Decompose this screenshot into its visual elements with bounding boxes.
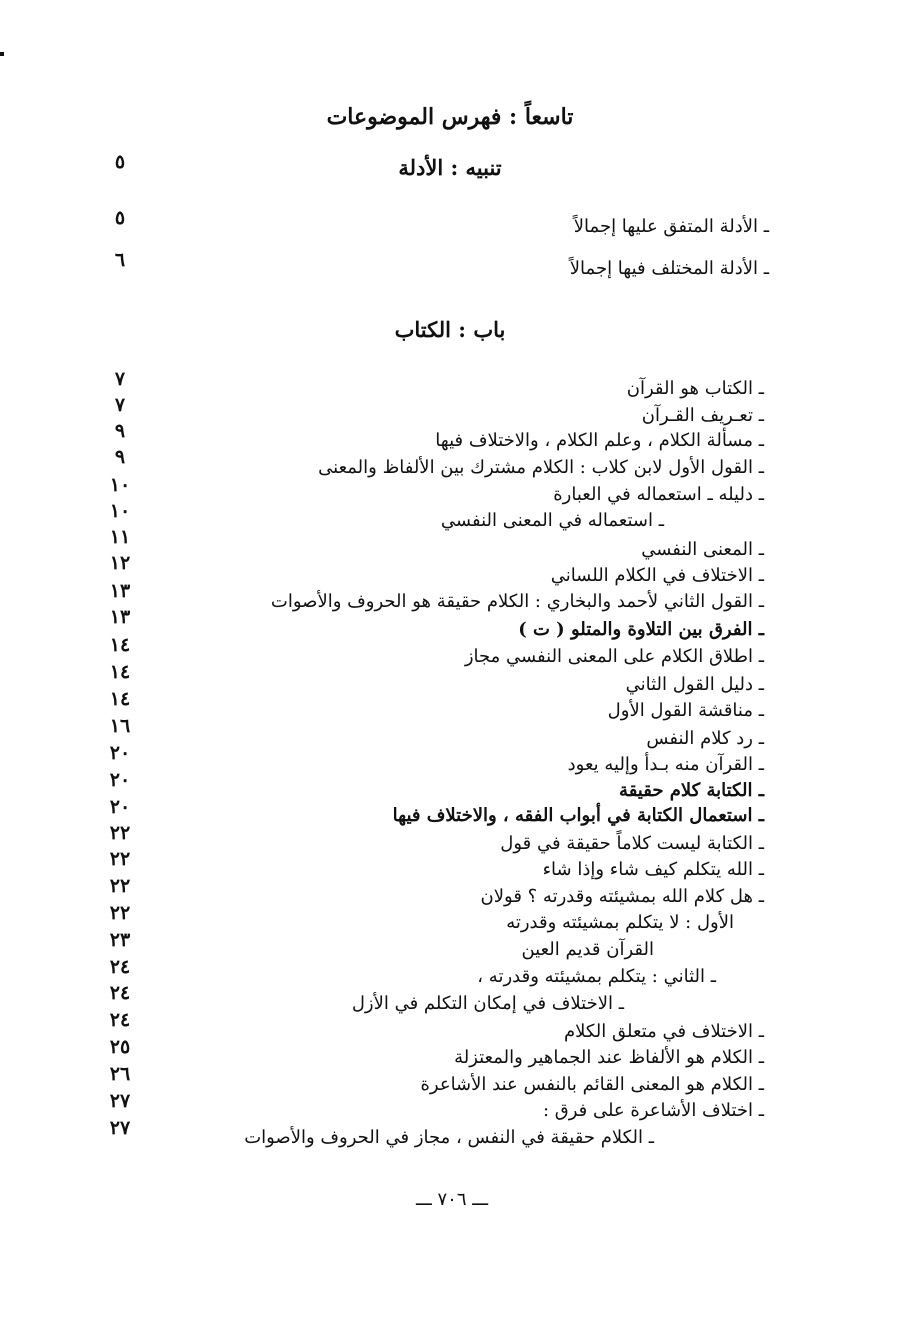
toc-entry: ـ الاختلاف في إمكان التكلم في الأزل [351,993,624,1014]
toc-page-number: ١٣ [109,580,131,602]
toc-entry: ـ الأدلة المتفق عليها إجمالاً [573,216,769,237]
toc-entry: ـ دليله ـ استعماله في العبارة [553,484,764,505]
toc-entry: ـ الثاني : يتكلم بمشيئته وقدرته ، [477,966,716,987]
toc-entry: الأول : لا يتكلم بمشيئته وقدرته [506,912,734,933]
toc-page-number: ١٢ [109,552,131,574]
toc-entry: ـ الكتابة كلام حقيقة [619,780,764,801]
toc-page-number: ١٠ [109,500,131,522]
toc-entry: ـ القول الأول لابن كلاب : الكلام مشترك بين الألفاظ والمعنى [318,457,764,478]
page-title: تاسعاً : فهرس الموضوعات [326,104,574,130]
toc-page-number: ٩ [114,446,126,468]
toc-entry: ـ مسألة الكلام ، وعلم الكلام ، والاختلاف فيها [435,430,764,451]
toc-page-number: ١١ [109,526,131,548]
toc-entry: ـ الأدلة المختلف فيها إجمالاً [569,258,769,279]
section-heading-page: ٥ [114,151,126,173]
toc-page-number: ٢٧ [109,1117,131,1139]
toc-entry: ـ الاختلاف في الكلام اللساني [550,565,764,586]
toc-entry: ـ اختلاف الأشاعرة على فرق : [542,1100,764,1121]
toc-entry: ـ الفرق بين التلاوة والمتلو ( ت ) [518,619,764,640]
toc-page-number: ٢٤ [109,956,131,978]
section-heading-tanbih: تنبيه : الأدلة [398,155,502,180]
toc-page-number: ٩ [114,420,126,442]
toc-entry: ـ مناقشة القول الأول [607,700,764,721]
toc-entry: ـ رد كلام النفس [646,728,764,749]
section-heading-kitab: باب : الكتاب [394,317,506,342]
toc-entry: ـ الكلام هو المعنى القائم بالنفس عند الأشاعرة [420,1074,764,1095]
toc-entry: ـ استعمال الكتابة في أبواب الفقه ، والاختلاف فيها [392,805,764,826]
toc-page-number: ٢٥ [109,1036,131,1058]
toc-entry: ـ القرآن منه بـدأ وإليه يعود [567,754,764,775]
toc-entry: ـ الكتابة ليست كلاماً حقيقة في قول [500,833,764,854]
page-number-footer: ـــ ٧٠٦ ـــ [415,1189,489,1210]
toc-page-number: ٢٠ [109,796,131,818]
toc-page-number: ٢٧ [109,1090,131,1112]
toc-entry: ـ هل كلام الله بمشيئته وقدرته ؟ قولان [480,886,764,907]
toc-page-number: ١٦ [109,715,131,737]
toc-page-number: ٧ [114,394,126,416]
toc-page-number: ١٣ [109,606,131,628]
toc-entry: ـ الكتاب هو القرآن [626,378,764,399]
toc-page-number: ٢٤ [109,982,131,1004]
toc-page-number: ٢٢ [109,902,131,924]
toc-entry: ـ الكلام هو الألفاظ عند الجماهير والمعتزلة [454,1047,764,1068]
toc-page-number: ٢٠ [109,742,131,764]
toc-page-number: ١٤ [109,688,131,710]
toc-page-number: ١٤ [109,634,131,656]
toc-entry: ـ الاختلاف في متعلق الكلام [563,1021,764,1042]
toc-entry: ـ الكلام حقيقة في النفس ، مجاز في الحروف والأصوات [244,1127,654,1148]
toc-page-number: ١٠ [109,474,131,496]
toc-entry: القرآن قديم العين [521,939,654,960]
toc-entry: ـ المعنى النفسي [641,539,764,560]
toc-entry: ـ دليل القول الثاني [625,674,764,695]
toc-entry: ـ القول الثاني لأحمد والبخاري : الكلام حقيقة هو الحروف والأصوات [270,591,764,612]
toc-page-number: ٥ [114,207,126,229]
toc-entry: ـ الله يتكلم كيف شاء وإذا شاء [542,859,764,880]
scan-mark [0,52,4,56]
toc-page-number: ٢٣ [109,929,131,951]
toc-entry: ـ استعماله في المعنى النفسي [440,510,664,531]
toc-page-number: ١٤ [109,661,131,683]
toc-page-number: ٢٢ [109,848,131,870]
toc-page-number: ٧ [114,368,126,390]
toc-page-number: ٢٦ [109,1063,131,1085]
toc-page-number: ٢٠ [109,769,131,791]
toc-page-number: ٢٤ [109,1009,131,1031]
toc-entry: ـ اطلاق الكلام على المعنى النفسي مجاز [464,646,764,667]
toc-page-number: ٢٢ [109,875,131,897]
toc-entry: ـ تعـريف القـرآن [641,405,764,426]
toc-page-number: ٢٢ [109,822,131,844]
toc-page-number: ٦ [114,249,126,271]
